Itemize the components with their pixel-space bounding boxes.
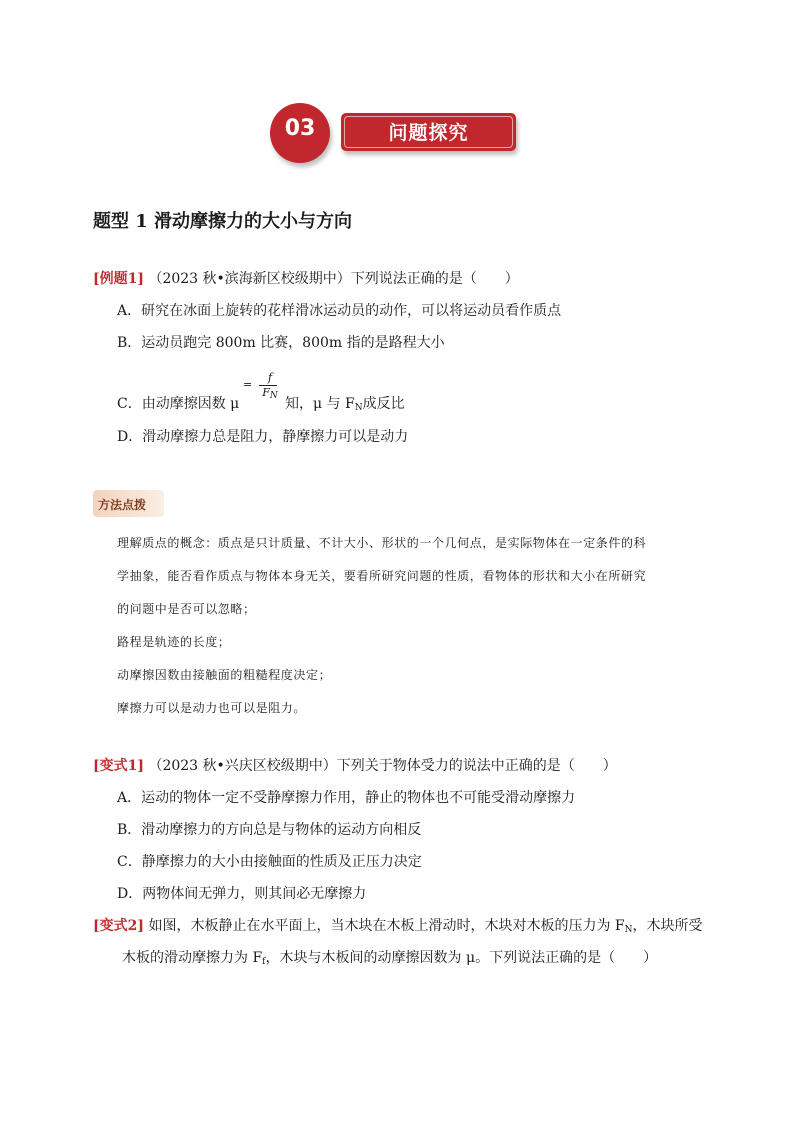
variant2-tag: [变式2] (93, 918, 144, 934)
method-tip-line: 学抽象，能否看作质点与物体本身无关，要看所研究问题的性质，看物体的形状和大小在所研究 (117, 569, 647, 583)
method-tip-line: 理解质点的概念：质点是只计质量、不计大小、形状的一个几何点，是实际物体在一定条件的科 (117, 536, 647, 550)
variant2-question-line1: [变式2] 如图，木板静止在水平面上，当木块在木板上滑动时，木块对木板的压力为 $F_N$，木块所受 (93, 918, 703, 935)
method-tip-line: 的问题中是否可以忽略； (117, 602, 256, 616)
section-number: 03 (284, 116, 316, 141)
method-tip-line: 路程是轨迹的长度； (117, 635, 231, 649)
variant1-option-b: B．滑动摩擦力的方向总是与物体的运动方向相反 (117, 822, 422, 838)
method-tip-line: 摩擦力可以是动力也可以是阻力。 (117, 701, 307, 715)
example1-option-c-prefix: C．由动摩擦因数 μ (117, 396, 240, 412)
example1-question-text: （2023 秋•滨海新区校级期中）下列说法正确的是（ ） (148, 271, 519, 287)
example1-option-c-suffix: 知，μ 与 $F_N$成反比 (285, 396, 405, 413)
variant1-option-d: D．两物体间无弹力，则其间必无摩擦力 (117, 886, 367, 902)
example1-option-a: A．研究在冰面上旋转的花样滑冰运动员的动作，可以将运动员看作质点 (117, 303, 562, 319)
section-title: 问题探究 (388, 122, 469, 144)
example1-option-b: B．运动员跑完 800m 比赛，800m 指的是路程大小 (117, 335, 445, 351)
variant2-question-line2: 木板的滑动摩擦力为 $F_f$，木块与木板间的动摩擦因数为 μ。下列说法正确的是（ ） (122, 950, 658, 967)
variant1-option-c: C．静摩擦力的大小由接触面的性质及正压力决定 (117, 854, 422, 870)
example1-tag: [例题1] (93, 271, 144, 287)
variant1-option-a: A．运动的物体一定不受静摩擦力作用，静止的物体也不可能受滑动摩擦力 (117, 790, 576, 806)
example1-question (93, 268, 519, 288)
question-type-heading: 题型 1 滑动摩擦力的大小与方向 (93, 211, 353, 232)
variant1-question (93, 755, 617, 775)
example1-option-d: D．滑动摩擦力总是阻力，静摩擦力可以是动力 (117, 429, 409, 445)
variant1-tag: [变式1] (93, 758, 144, 774)
method-tip-label: 方法点拨 (98, 498, 147, 512)
variant1-question-text: （2023 秋•兴庆区校级期中）下列关于物体受力的说法中正确的是（ ） (148, 758, 617, 774)
friction-coefficient-formula: = f $F_N$ (243, 371, 278, 401)
method-tip-line: 动摩擦因数由接触面的粗糙程度决定； (117, 668, 332, 682)
